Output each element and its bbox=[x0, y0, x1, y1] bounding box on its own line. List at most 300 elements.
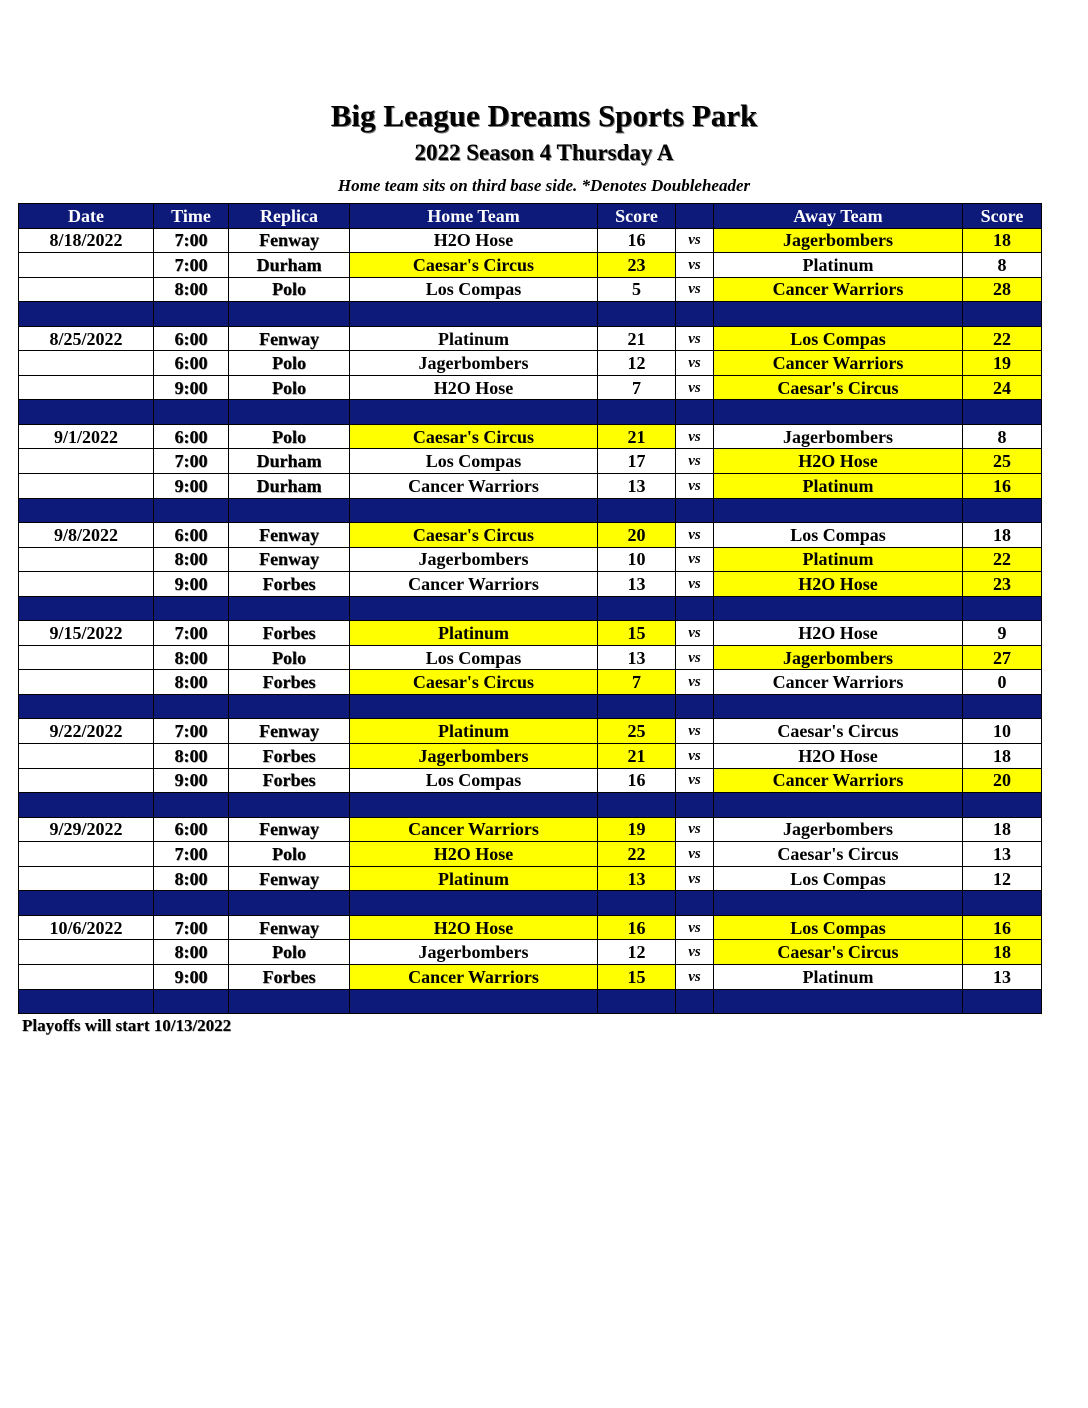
game-row bbox=[19, 449, 1042, 474]
vs-label: vs bbox=[676, 474, 714, 499]
separator-cell bbox=[963, 302, 1042, 327]
game-field: Polo bbox=[229, 277, 350, 302]
home-team: Caesar's Circus bbox=[350, 670, 598, 695]
away-score: 12 bbox=[963, 866, 1042, 891]
game-field: Polo bbox=[229, 424, 350, 449]
home-team: Cancer Warriors bbox=[350, 474, 598, 499]
separator-cell bbox=[19, 989, 154, 1014]
game-time: 7:00 bbox=[154, 228, 229, 253]
separator-cell bbox=[154, 694, 229, 719]
vs-label: vs bbox=[676, 523, 714, 548]
game-field: Forbes bbox=[229, 768, 350, 793]
schedule-body bbox=[19, 228, 1042, 1014]
game-date: 10/6/2022 bbox=[19, 915, 154, 940]
separator-cell bbox=[229, 694, 350, 719]
vs-label: vs bbox=[676, 572, 714, 597]
header-row bbox=[19, 204, 1042, 229]
separator-cell bbox=[963, 596, 1042, 621]
week-separator-row bbox=[19, 989, 1042, 1014]
game-date: 8/18/2022 bbox=[19, 228, 154, 253]
game-row bbox=[19, 351, 1042, 376]
separator-cell bbox=[676, 989, 714, 1014]
away-team: Cancer Warriors bbox=[714, 351, 963, 376]
separator-cell bbox=[963, 891, 1042, 916]
separator-cell bbox=[229, 891, 350, 916]
game-field: Fenway bbox=[229, 817, 350, 842]
separator-cell bbox=[676, 498, 714, 523]
game-date bbox=[19, 768, 154, 793]
away-score: 18 bbox=[963, 817, 1042, 842]
home-score: 17 bbox=[598, 449, 676, 474]
separator-cell bbox=[350, 793, 598, 818]
separator-cell bbox=[229, 793, 350, 818]
game-row bbox=[19, 842, 1042, 867]
game-date bbox=[19, 842, 154, 867]
separator-cell bbox=[19, 694, 154, 719]
separator-cell bbox=[229, 498, 350, 523]
game-row bbox=[19, 719, 1042, 744]
home-score: 22 bbox=[598, 842, 676, 867]
game-date bbox=[19, 474, 154, 499]
away-team: Cancer Warriors bbox=[714, 768, 963, 793]
home-score: 23 bbox=[598, 253, 676, 278]
separator-cell bbox=[598, 989, 676, 1014]
home-team: H2O Hose bbox=[350, 375, 598, 400]
separator-cell bbox=[676, 302, 714, 327]
away-score: 20 bbox=[963, 768, 1042, 793]
away-team: Jagerbombers bbox=[714, 817, 963, 842]
separator-cell bbox=[714, 793, 963, 818]
home-score: 20 bbox=[598, 523, 676, 548]
separator-cell bbox=[154, 793, 229, 818]
separator-cell bbox=[350, 596, 598, 621]
game-row bbox=[19, 572, 1042, 597]
separator-cell bbox=[350, 302, 598, 327]
game-row bbox=[19, 253, 1042, 278]
playoffs-note: Playoffs will start 10/13/2022 bbox=[22, 1016, 232, 1035]
separator-cell bbox=[154, 989, 229, 1014]
game-row bbox=[19, 940, 1042, 965]
game-row bbox=[19, 915, 1042, 940]
game-field: Durham bbox=[229, 474, 350, 499]
home-score: 16 bbox=[598, 915, 676, 940]
game-field: Forbes bbox=[229, 572, 350, 597]
home-score: 15 bbox=[598, 621, 676, 646]
home-score: 12 bbox=[598, 940, 676, 965]
home-score: 21 bbox=[598, 424, 676, 449]
game-field: Fenway bbox=[229, 719, 350, 744]
separator-cell bbox=[350, 891, 598, 916]
separator-cell bbox=[229, 302, 350, 327]
home-team: H2O Hose bbox=[350, 915, 598, 940]
separator-cell bbox=[350, 694, 598, 719]
separator-cell bbox=[676, 793, 714, 818]
vs-label: vs bbox=[676, 645, 714, 670]
game-date bbox=[19, 940, 154, 965]
home-score: 13 bbox=[598, 645, 676, 670]
away-team: Jagerbombers bbox=[714, 645, 963, 670]
game-row bbox=[19, 670, 1042, 695]
col-header-away-score: Score bbox=[963, 204, 1042, 229]
separator-cell bbox=[154, 302, 229, 327]
home-team: Platinum bbox=[350, 719, 598, 744]
away-score: 16 bbox=[963, 915, 1042, 940]
vs-label: vs bbox=[676, 449, 714, 474]
game-field: Fenway bbox=[229, 523, 350, 548]
game-time: 7:00 bbox=[154, 253, 229, 278]
away-team: Caesar's Circus bbox=[714, 940, 963, 965]
separator-cell bbox=[154, 498, 229, 523]
away-score: 13 bbox=[963, 842, 1042, 867]
game-time: 8:00 bbox=[154, 866, 229, 891]
game-field: Forbes bbox=[229, 964, 350, 989]
home-score: 19 bbox=[598, 817, 676, 842]
away-team: Platinum bbox=[714, 474, 963, 499]
home-team: Platinum bbox=[350, 866, 598, 891]
home-team: Los Compas bbox=[350, 449, 598, 474]
separator-cell bbox=[229, 400, 350, 425]
game-field: Fenway bbox=[229, 547, 350, 572]
game-time: 8:00 bbox=[154, 670, 229, 695]
separator-cell bbox=[19, 891, 154, 916]
away-score: 28 bbox=[963, 277, 1042, 302]
game-row bbox=[19, 817, 1042, 842]
vs-label: vs bbox=[676, 375, 714, 400]
away-score: 19 bbox=[963, 351, 1042, 376]
separator-cell bbox=[350, 498, 598, 523]
week-separator-row bbox=[19, 498, 1042, 523]
separator-cell bbox=[963, 498, 1042, 523]
home-team: Caesar's Circus bbox=[350, 424, 598, 449]
game-row bbox=[19, 474, 1042, 499]
game-time: 9:00 bbox=[154, 375, 229, 400]
home-score: 21 bbox=[598, 326, 676, 351]
game-time: 7:00 bbox=[154, 719, 229, 744]
game-time: 8:00 bbox=[154, 277, 229, 302]
game-row bbox=[19, 547, 1042, 572]
game-row bbox=[19, 744, 1042, 769]
away-team: H2O Hose bbox=[714, 572, 963, 597]
game-time: 8:00 bbox=[154, 645, 229, 670]
game-date bbox=[19, 744, 154, 769]
col-header-home-team: Home Team bbox=[350, 204, 598, 229]
away-score: 23 bbox=[963, 572, 1042, 597]
schedule-table bbox=[18, 203, 1042, 1014]
separator-cell bbox=[19, 498, 154, 523]
separator-cell bbox=[714, 498, 963, 523]
home-score: 13 bbox=[598, 866, 676, 891]
separator-cell bbox=[598, 793, 676, 818]
separator-cell bbox=[598, 891, 676, 916]
game-row bbox=[19, 866, 1042, 891]
away-team: Jagerbombers bbox=[714, 424, 963, 449]
vs-label: vs bbox=[676, 228, 714, 253]
col-header-date: Date bbox=[19, 204, 154, 229]
game-date bbox=[19, 572, 154, 597]
away-score: 0 bbox=[963, 670, 1042, 695]
separator-cell bbox=[598, 400, 676, 425]
separator-cell bbox=[963, 793, 1042, 818]
away-team: H2O Hose bbox=[714, 449, 963, 474]
game-date bbox=[19, 351, 154, 376]
week-separator-row bbox=[19, 302, 1042, 327]
game-time: 9:00 bbox=[154, 572, 229, 597]
vs-label: vs bbox=[676, 744, 714, 769]
game-date bbox=[19, 375, 154, 400]
away-score: 27 bbox=[963, 645, 1042, 670]
season-subtitle: 2022 Season 4 Thursday A bbox=[414, 140, 674, 165]
home-team: Platinum bbox=[350, 326, 598, 351]
home-score: 10 bbox=[598, 547, 676, 572]
away-score: 8 bbox=[963, 424, 1042, 449]
home-team: H2O Hose bbox=[350, 842, 598, 867]
vs-label: vs bbox=[676, 277, 714, 302]
game-time: 8:00 bbox=[154, 547, 229, 572]
vs-label: vs bbox=[676, 768, 714, 793]
separator-cell bbox=[714, 694, 963, 719]
game-field: Fenway bbox=[229, 915, 350, 940]
home-team: Platinum bbox=[350, 621, 598, 646]
home-team: Los Compas bbox=[350, 277, 598, 302]
game-row bbox=[19, 424, 1042, 449]
game-date bbox=[19, 866, 154, 891]
vs-label: vs bbox=[676, 253, 714, 278]
away-score: 9 bbox=[963, 621, 1042, 646]
separator-cell bbox=[676, 694, 714, 719]
separator-cell bbox=[154, 891, 229, 916]
separator-cell bbox=[19, 596, 154, 621]
game-field: Fenway bbox=[229, 326, 350, 351]
game-row bbox=[19, 326, 1042, 351]
away-score: 8 bbox=[963, 253, 1042, 278]
game-time: 8:00 bbox=[154, 940, 229, 965]
home-team: H2O Hose bbox=[350, 228, 598, 253]
game-row bbox=[19, 621, 1042, 646]
game-field: Durham bbox=[229, 449, 350, 474]
game-date bbox=[19, 449, 154, 474]
week-separator-row bbox=[19, 891, 1042, 916]
vs-label: vs bbox=[676, 915, 714, 940]
home-team: Jagerbombers bbox=[350, 744, 598, 769]
game-field: Fenway bbox=[229, 866, 350, 891]
doubleheader-note: Home team sits on third base side. *Denotes Doubleheader bbox=[337, 176, 751, 195]
separator-cell bbox=[598, 596, 676, 621]
vs-label: vs bbox=[676, 424, 714, 449]
home-team: Caesar's Circus bbox=[350, 253, 598, 278]
away-score: 22 bbox=[963, 326, 1042, 351]
home-score: 13 bbox=[598, 474, 676, 499]
game-time: 7:00 bbox=[154, 842, 229, 867]
game-field: Forbes bbox=[229, 670, 350, 695]
away-team: Los Compas bbox=[714, 523, 963, 548]
week-separator-row bbox=[19, 596, 1042, 621]
home-score: 5 bbox=[598, 277, 676, 302]
game-date bbox=[19, 253, 154, 278]
home-team: Caesar's Circus bbox=[350, 523, 598, 548]
away-team: Los Compas bbox=[714, 915, 963, 940]
page-title: Big League Dreams Sports Park bbox=[330, 98, 758, 133]
away-score: 25 bbox=[963, 449, 1042, 474]
away-team: H2O Hose bbox=[714, 744, 963, 769]
game-field: Durham bbox=[229, 253, 350, 278]
game-field: Polo bbox=[229, 351, 350, 376]
game-time: 8:00 bbox=[154, 744, 229, 769]
vs-label: vs bbox=[676, 326, 714, 351]
col-header-home-score: Score bbox=[598, 204, 676, 229]
away-team: Jagerbombers bbox=[714, 228, 963, 253]
away-team: Cancer Warriors bbox=[714, 670, 963, 695]
game-time: 7:00 bbox=[154, 915, 229, 940]
game-time: 7:00 bbox=[154, 449, 229, 474]
separator-cell bbox=[714, 302, 963, 327]
col-header-away-team: Away Team bbox=[714, 204, 963, 229]
separator-cell bbox=[229, 989, 350, 1014]
game-field: Forbes bbox=[229, 744, 350, 769]
separator-cell bbox=[963, 694, 1042, 719]
separator-cell bbox=[154, 596, 229, 621]
home-team: Cancer Warriors bbox=[350, 964, 598, 989]
away-score: 13 bbox=[963, 964, 1042, 989]
away-team: Platinum bbox=[714, 547, 963, 572]
separator-cell bbox=[598, 498, 676, 523]
col-header-time: Time bbox=[154, 204, 229, 229]
away-team: H2O Hose bbox=[714, 621, 963, 646]
home-score: 21 bbox=[598, 744, 676, 769]
home-team: Jagerbombers bbox=[350, 547, 598, 572]
game-time: 9:00 bbox=[154, 964, 229, 989]
separator-cell bbox=[350, 400, 598, 425]
week-separator-row bbox=[19, 400, 1042, 425]
away-team: Caesar's Circus bbox=[714, 719, 963, 744]
separator-cell bbox=[19, 793, 154, 818]
game-time: 6:00 bbox=[154, 424, 229, 449]
home-score: 7 bbox=[598, 670, 676, 695]
away-team: Cancer Warriors bbox=[714, 277, 963, 302]
separator-cell bbox=[350, 989, 598, 1014]
game-field: Fenway bbox=[229, 228, 350, 253]
game-field: Forbes bbox=[229, 621, 350, 646]
away-score: 18 bbox=[963, 228, 1042, 253]
game-date: 9/15/2022 bbox=[19, 621, 154, 646]
home-team: Jagerbombers bbox=[350, 351, 598, 376]
home-score: 16 bbox=[598, 768, 676, 793]
vs-label: vs bbox=[676, 719, 714, 744]
vs-label: vs bbox=[676, 964, 714, 989]
vs-label: vs bbox=[676, 351, 714, 376]
game-date: 9/1/2022 bbox=[19, 424, 154, 449]
game-date: 9/29/2022 bbox=[19, 817, 154, 842]
away-score: 10 bbox=[963, 719, 1042, 744]
game-field: Polo bbox=[229, 940, 350, 965]
home-team: Cancer Warriors bbox=[350, 817, 598, 842]
vs-label: vs bbox=[676, 670, 714, 695]
game-time: 7:00 bbox=[154, 621, 229, 646]
game-date: 9/8/2022 bbox=[19, 523, 154, 548]
game-time: 6:00 bbox=[154, 351, 229, 376]
game-time: 9:00 bbox=[154, 474, 229, 499]
game-date: 9/22/2022 bbox=[19, 719, 154, 744]
away-team: Platinum bbox=[714, 964, 963, 989]
away-score: 18 bbox=[963, 523, 1042, 548]
separator-cell bbox=[598, 694, 676, 719]
game-time: 9:00 bbox=[154, 768, 229, 793]
vs-label: vs bbox=[676, 866, 714, 891]
away-score: 18 bbox=[963, 940, 1042, 965]
separator-cell bbox=[714, 891, 963, 916]
game-field: Polo bbox=[229, 842, 350, 867]
vs-label: vs bbox=[676, 547, 714, 572]
home-score: 16 bbox=[598, 228, 676, 253]
separator-cell bbox=[676, 891, 714, 916]
away-score: 18 bbox=[963, 744, 1042, 769]
home-team: Cancer Warriors bbox=[350, 572, 598, 597]
game-row bbox=[19, 645, 1042, 670]
game-time: 6:00 bbox=[154, 326, 229, 351]
away-team: Los Compas bbox=[714, 866, 963, 891]
home-score: 7 bbox=[598, 375, 676, 400]
away-team: Caesar's Circus bbox=[714, 375, 963, 400]
game-row bbox=[19, 228, 1042, 253]
home-score: 13 bbox=[598, 572, 676, 597]
home-team: Los Compas bbox=[350, 768, 598, 793]
separator-cell bbox=[19, 302, 154, 327]
game-date: 8/25/2022 bbox=[19, 326, 154, 351]
game-row bbox=[19, 375, 1042, 400]
week-separator-row bbox=[19, 793, 1042, 818]
game-time: 6:00 bbox=[154, 523, 229, 548]
away-score: 16 bbox=[963, 474, 1042, 499]
vs-label: vs bbox=[676, 621, 714, 646]
separator-cell bbox=[963, 989, 1042, 1014]
separator-cell bbox=[714, 596, 963, 621]
separator-cell bbox=[676, 596, 714, 621]
week-separator-row bbox=[19, 694, 1042, 719]
vs-label: vs bbox=[676, 842, 714, 867]
home-score: 25 bbox=[598, 719, 676, 744]
game-row bbox=[19, 277, 1042, 302]
game-field: Polo bbox=[229, 645, 350, 670]
separator-cell bbox=[714, 400, 963, 425]
game-time: 6:00 bbox=[154, 817, 229, 842]
away-team: Los Compas bbox=[714, 326, 963, 351]
game-date bbox=[19, 964, 154, 989]
vs-label: vs bbox=[676, 817, 714, 842]
separator-cell bbox=[676, 400, 714, 425]
home-team: Los Compas bbox=[350, 645, 598, 670]
game-field: Polo bbox=[229, 375, 350, 400]
separator-cell bbox=[963, 400, 1042, 425]
home-score: 12 bbox=[598, 351, 676, 376]
vs-label: vs bbox=[676, 940, 714, 965]
separator-cell bbox=[229, 596, 350, 621]
game-date bbox=[19, 645, 154, 670]
away-team: Platinum bbox=[714, 253, 963, 278]
separator-cell bbox=[154, 400, 229, 425]
game-row bbox=[19, 523, 1042, 548]
game-date bbox=[19, 277, 154, 302]
game-row bbox=[19, 768, 1042, 793]
separator-cell bbox=[598, 302, 676, 327]
separator-cell bbox=[714, 989, 963, 1014]
col-header-vs bbox=[676, 204, 714, 229]
col-header-replica: Replica bbox=[229, 204, 350, 229]
game-date bbox=[19, 547, 154, 572]
home-team: Jagerbombers bbox=[350, 940, 598, 965]
away-team: Caesar's Circus bbox=[714, 842, 963, 867]
away-score: 24 bbox=[963, 375, 1042, 400]
game-date bbox=[19, 670, 154, 695]
away-score: 22 bbox=[963, 547, 1042, 572]
